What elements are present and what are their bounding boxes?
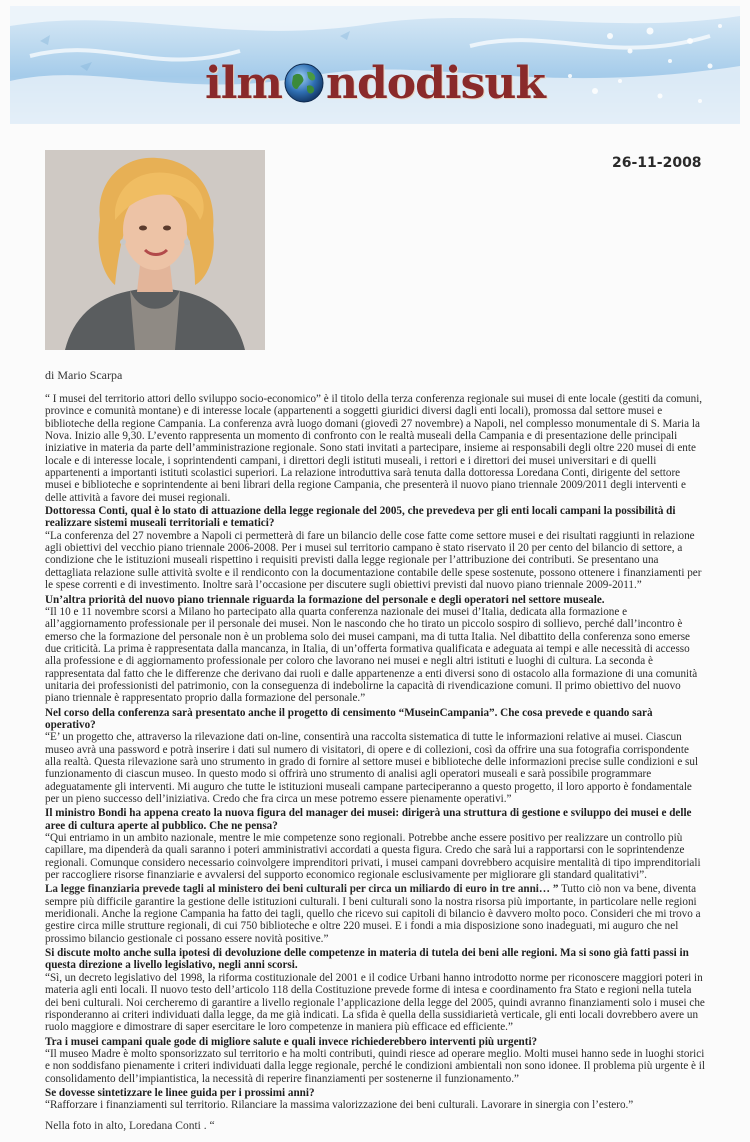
byline: di Mario Scarpa: [45, 368, 123, 382]
interview-question: Dottoressa Conti, qual è lo stato di attuazione della legge regionale del 2005, che prevedeva per gli enti locali campani la possibilità di realizzare sistemi museali territoriali e tematici?: [45, 505, 676, 530]
interview-answer: “Il 10 e 11 novembre scorsi a Milano ho partecipato alla quarta conferenza nazionale dei musei d’Italia, dedicata alla formazione e all’aggiornamento professionale per il personale dei musei. Non le nascondo che ho tirato un piccolo sospiro di sollievo, perché dall’incontro è emerso che la formazione del personale non è un problema solo dei musei campani, ma di tutta Italia. Nel dibattito della conferenza sono emerse due criticità. La prima è rappresentata dalla mancanza, in Italia, di un’offerta formativa qualificata e adeguata ai tempi e alle necessità di accesso alla professione e di aggiornamento professionale per coloro che lavorano nei musei e negli altri istituti e luoghi di cultura. La seconda è rappresentata dal fatto che le differenze che derivano dai ruoli e dalle appartenenze a enti diversi sono di ostacolo alla formazione di una comunità unitaria dei professionisti del patrimonio, con la conseguenza di indebolirne la capacità di rivendicazione comuni. Il primo obiettivo del nuovo piano triennale è rappresentato proprio dalla formazione del personale.”: [45, 605, 698, 705]
article-intro: “ I musei del territorio attori dello sviluppo socio-economico” è il titolo della terza conferenza regionale sui musei di ente locale (gestiti da comuni, province e comunità montane) e di interesse locale (appartenenti a soggetti giuridici diversi dagli enti locali), promossa dal settore musei e biblioteche della regione Campania. La conferenza avrà luogo domani (giovedì 27 novembre) a Napoli, nel complesso monumentale di S. Maria la Nova. Inizio alle 9,30. L’evento rappresenta un momento di confronto con le realtà museali della Campania e di presentazione delle principali iniziative in materia da parte dell’amministrazione regionale. Sono stati invitati a partecipare, insieme ai responsabili degli oltre 220 musei di ente locale e di interesse locale, i soprintendenti campani, i direttori degli istituti museali, i rettori e i direttori dei musei universitari e di quelli appartenenti a importanti istituti scolastici superiori. La relazione introduttiva sarà tenuta dalla dottoressa Loredana Conti, dirigente del settore musei e biblioteche e soprintendente ai beni librari della regione Campania, che presenterà il nuovo piano triennale 2009/2011 degli interventi e delle attività a favore dei musei regionali.: [45, 393, 703, 504]
logo-text-left: ilm: [205, 57, 282, 109]
site-logo[interactable]: [205, 58, 545, 108]
interview-question: Si discute molto anche sulla ipotesi di devoluzione delle competenze in materia di tutela dei beni alle regioni. Ma si sono già fatti passi in questa direzione a livello legislativo, negli anni scorsi.: [45, 947, 689, 972]
interview-answer: “E’ un progetto che, attraverso la rilevazione dati on-line, consentirà una raccolta sistematica di tutte le informazioni relative ai musei. Ciascun museo avrà una password e potrà inserire i dati sul numero di visitatori, di opere e di collezioni, così da offrire una sua fotografia corrispondente alla realtà. Questa rilevazione sarà uno strumento in grado di fornire al settore musei e biblioteche delle informazioni precise sulle condizioni e sul funzionamento di ciascun museo. In questo modo si offrirà uno strumento di analisi agli operatori museali e sarà possibile programmare adeguatamente gli interventi. Mi auguro che tutte le istituzioni museali campane parteciperanno a questo progetto, il loro apporto è fondamentale per un pieno successo dell’iniziativa. Credo che fra circa un mese potremo essere pienamente operativi.”: [45, 731, 699, 805]
photo-caption: Nella foto in alto, Loredana Conti . “: [45, 1120, 215, 1132]
interview-qa-inline: [45, 883, 705, 945]
portrait-photo: [45, 150, 265, 350]
interview-question: Un’altra priorità del nuovo piano triennale riguarda la formazione del personale e degli operatori nel settore museale.: [45, 593, 605, 606]
article-date: 26-11-2008: [612, 155, 702, 171]
globe-icon: [283, 62, 325, 104]
portrait-illustration: [45, 150, 265, 350]
interview-question: Se dovesse sintetizzare le linee guida per i prossimi anni?: [45, 1086, 315, 1099]
interview-answer: “La conferenza del 27 novembre a Napoli ci permetterà di fare un bilancio delle cose fatte come settore musei e dei risultati raggiunti in relazione agli obiettivi del vecchio piano triennale 2006-2008. Per i musei sul territorio campano è stato riservato il 20 per cento del bilancio di settore, a condizione che le istituzioni museali rispettino i requisiti previsti dalla legge regionale per l’attribuzione dei contributi. Se presentano una dettagliata relazione sulle attività svolte e il rendiconto con la documentazione contabile delle spese sostenute, possono ottenere i finanziamenti per le spese correnti e di investimento. Inoltre sarà l’occasione per discutere sugli obiettivi previsti dal nuovo piano triennale 2009-2011.”: [45, 529, 702, 592]
interview-answer: “Il museo Madre è molto sponsorizzato sul territorio e ha molti contributi, quindi riesce ad operare meglio. Molti musei hanno sede in luoghi storici e non soddisfano pienamente i criteri individuati dalla legge regionale, perché le condizioni ambientali non sono idonee. Il problema più urgente è il consolidamento dell’impiantistica, la necessità di reperire finanziamenti per sostenerne il funzionamento.”: [45, 1047, 705, 1085]
logo-text-right: ndodisuk: [326, 57, 545, 109]
interview-question: Tra i musei campani quale gode di migliore salute e quali invece richiederebbero interventi più urgenti?: [45, 1035, 538, 1048]
interview-answer: “Sì, un decreto legislativo del 1998, la riforma costituzionale del 2001 e il codice Urbani hanno introdotto norme per riconoscere maggiori poteri in materia agli enti locali. Il nuovo testo dell’articolo 118 della Costituzione prevede forme di intesa e coordinamento fra Stato e regioni nella tutela dei beni culturali. Noi cercheremo di garantire a livello regionale l’applicazione della legge del 2005, quindi avranno finanziamenti solo i musei che risponderanno ai criteri individuati dalla legge, da me già indicati. La sfida è quella della sussidiarietà verticale, gli enti locali dovrebbero avere un ruolo maggiore e dimostrare di saper esercitare le loro competenze in maniera più efficace ed efficiente.”: [45, 971, 705, 1034]
interview-question: La legge finanziaria prevede tagli al ministero dei beni culturali per circa un miliardo di euro in tre anni… ”: [45, 883, 559, 896]
interview-answer: “Qui entriamo in un ambito nazionale, mentre le mie competenze sono regionali. Potrebbe anche essere positivo per realizzare un controllo più capillare, ma dipenderà da quali saranno i poteri amministrativi accordati a questa figura. Credo che sarà lui a rapportarsi con le soprintendenze regionali. Comunque considero necessario coinvolgere imprenditori privati, i musei campani dovrebbero acquisire mentalità di tipo imprenditoriali per raccogliere risorse finanziarie e avvalersi del supporto economico regionale esclusivamente per migliorare gli standard qualitativi”.: [45, 832, 701, 882]
header-banner: [10, 6, 740, 124]
interview-answer: “Rafforzare i finanziamenti sul territorio. Rilanciare la massima valorizzazione dei beni culturali. Lavorare in sinergia con l’estero.”: [45, 1099, 634, 1112]
interview-answer: Tutto ciò non va bene, diventa sempre più difficile garantire la gestione delle istituzioni culturali. I beni culturali sono la nostra risorsa più importante, in particolare nelle regioni meridionali. Anche la regione Campania ha fatto dei tagli, quello che ricevo sui capitoli di bilancio è davvero molto poco. Consideri che mi trovo a gestire circa mille strutture regionali, di cui 750 biblioteche e oltre 220 musei. E i fondi a mia disposizione sono inadeguati, mi auguro che nel prossimo bilancio gestionale ci possano essere novità positive.”: [45, 883, 701, 945]
interview-question: Nel corso della conferenza sarà presentato anche il progetto di censimento “MuseinCampania”. Che cosa prevede e quando sarà operativo?: [45, 706, 653, 731]
article-body: [45, 393, 705, 1114]
interview-question: Il ministro Bondi ha appena creato la nuova figura del manager dei musei: dirigerà una struttura di gestione e sviluppo dei musei e delle aree di cultura aperte al pubblico. Che ne pensa?: [45, 807, 692, 832]
